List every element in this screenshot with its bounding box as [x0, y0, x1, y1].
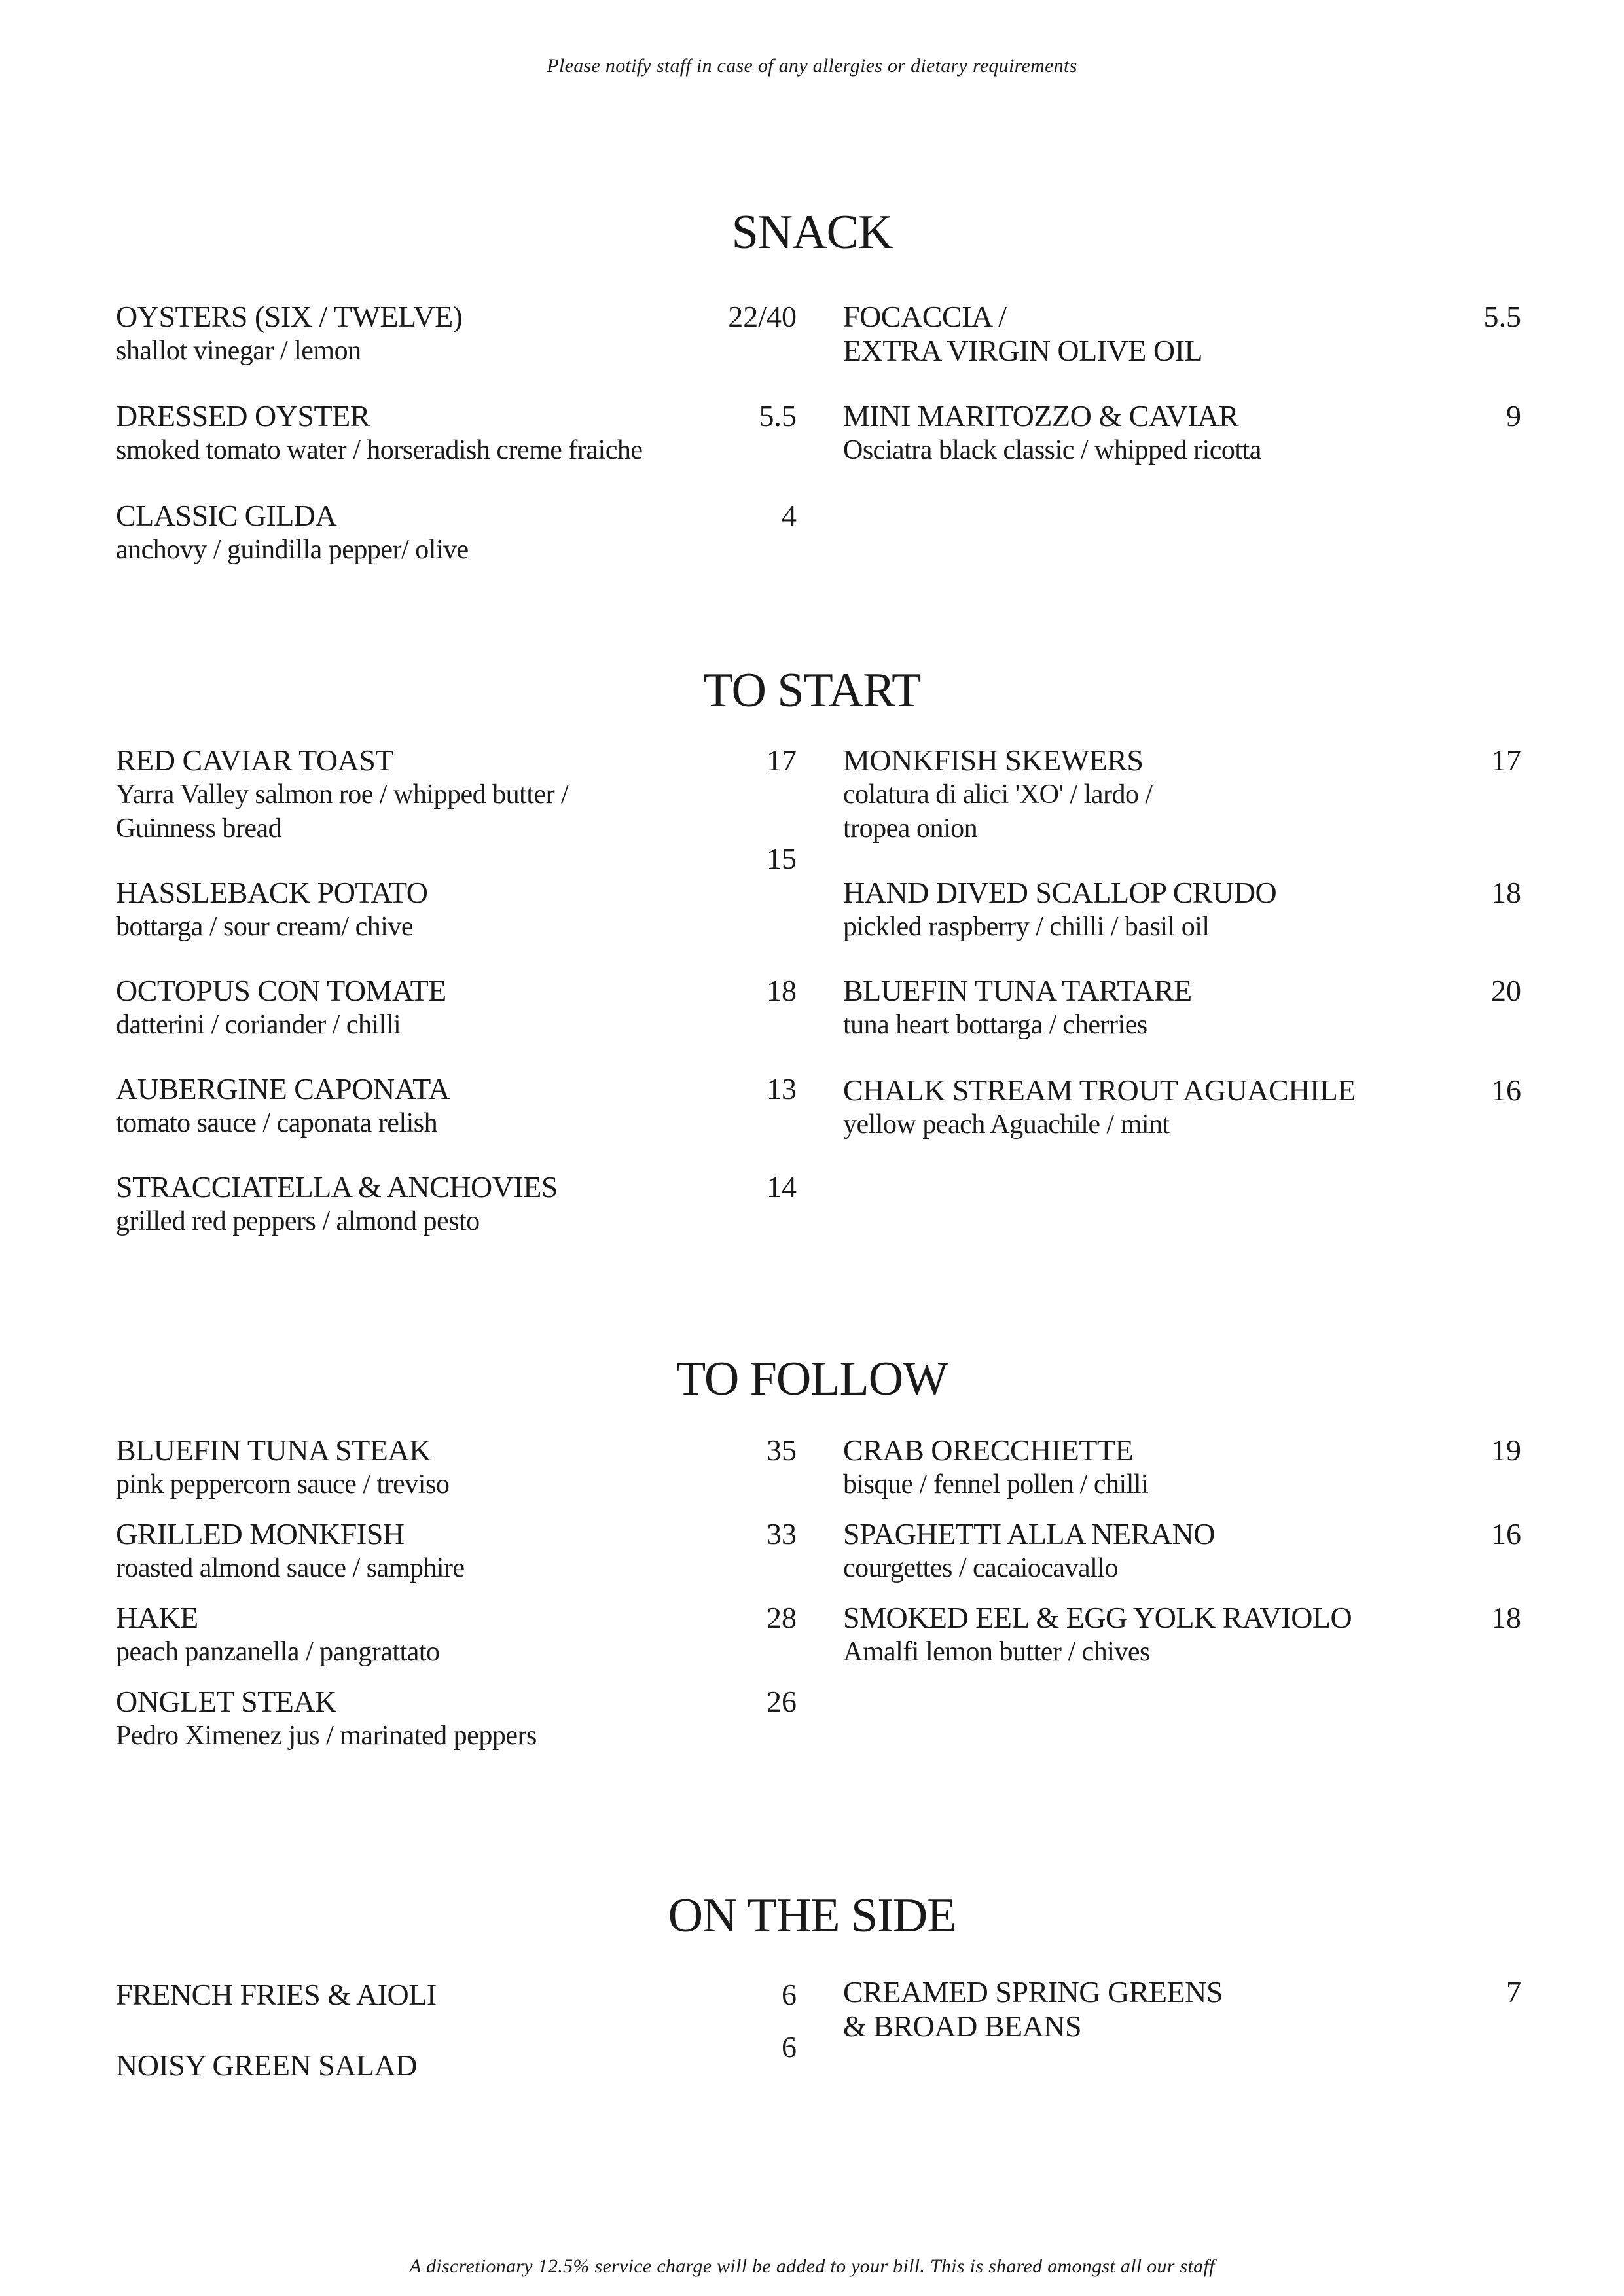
- menu-item-grilled-monkfish: [116, 1517, 797, 1585]
- menu-item-red-caviar-toast: [116, 744, 797, 846]
- item-name: HAKE: [116, 1601, 198, 1634]
- service-charge-notice: A discretionary 12.5% service charge will be added to your bill. This is shared amongst all our staff: [409, 2255, 1215, 2277]
- item-price: 16: [1491, 1073, 1521, 1107]
- to-start-heading: TO START: [703, 664, 921, 717]
- menu-item-octopus: [116, 974, 797, 1042]
- item-name-line2: EXTRA VIRGIN OLIVE OIL: [843, 334, 1203, 367]
- menu-item-dressed-oyster: [116, 399, 797, 467]
- item-price: 35: [767, 1433, 797, 1467]
- menu-item-spaghetti-nerano: [843, 1517, 1521, 1585]
- item-description: colatura di alici 'XO' / lardo /: [843, 780, 1153, 810]
- item-name: STRACCIATELLA & ANCHOVIES: [116, 1170, 558, 1204]
- on-the-side-heading: ON THE SIDE: [668, 1889, 956, 1943]
- item-name: FOCACCIA /: [843, 300, 1007, 333]
- item-price: 6: [782, 1978, 797, 2011]
- item-name: DRESSED OYSTER: [116, 399, 370, 433]
- item-name: CREAMED SPRING GREENS: [843, 1975, 1223, 2009]
- menu-item-classic-gilda: [116, 499, 797, 567]
- item-description: yellow peach Aguachile / mint: [843, 1109, 1170, 1139]
- item-name: CRAB ORECCHIETTE: [843, 1433, 1134, 1467]
- menu-item-onglet-steak: [116, 1685, 797, 1753]
- menu-item-french-fries: [116, 1978, 797, 2012]
- item-price: 18: [1491, 1601, 1521, 1634]
- item-price: 17: [1491, 744, 1521, 777]
- item-name: OYSTERS (SIX / TWELVE): [116, 300, 463, 333]
- item-price: 7: [1506, 1975, 1521, 2009]
- item-price: 18: [767, 974, 797, 1007]
- item-name: OCTOPUS CON TOMATE: [116, 974, 446, 1007]
- menu-item-bluefin-tuna-steak: [116, 1433, 797, 1501]
- to-follow-heading: TO FOLLOW: [676, 1352, 948, 1406]
- menu-item-mini-maritozzo: [843, 399, 1521, 467]
- item-description-line2: Guinness bread: [116, 814, 282, 844]
- item-name: MONKFISH SKEWERS: [843, 744, 1144, 777]
- menu-item-aubergine-caponata: [116, 1072, 797, 1140]
- item-description: pink peppercorn sauce / treviso: [116, 1469, 450, 1499]
- menu-item-scallop-crudo: [843, 876, 1521, 944]
- item-price: 17: [767, 744, 797, 777]
- green-salad-price: 6: [782, 2030, 797, 2064]
- item-description-line2: tropea onion: [843, 814, 978, 844]
- menu-item-focaccia: [843, 300, 1521, 368]
- item-price: 4: [782, 499, 797, 532]
- hassleback-price: 15: [767, 842, 797, 875]
- item-name: BLUEFIN TUNA TARTARE: [843, 974, 1192, 1007]
- item-name-line2: & BROAD BEANS: [843, 2009, 1082, 2043]
- item-price: 5.5: [759, 399, 797, 433]
- item-price: 20: [1491, 974, 1521, 1007]
- item-name: BLUEFIN TUNA STEAK: [116, 1433, 431, 1467]
- menu-item-noisy-green-salad: [116, 2049, 797, 2083]
- item-description: bottarga / sour cream/ chive: [116, 912, 414, 942]
- item-name: SMOKED EEL & EGG YOLK RAVIOLO: [843, 1601, 1352, 1634]
- item-description: anchovy / guindilla pepper/ olive: [116, 535, 469, 565]
- item-description: peach panzanella / pangrattato: [116, 1637, 440, 1667]
- item-price: 9: [1506, 399, 1521, 433]
- menu-item-hassleback-potato: [116, 876, 797, 944]
- item-description: bisque / fennel pollen / chilli: [843, 1469, 1149, 1499]
- item-description: shallot vinegar / lemon: [116, 336, 361, 366]
- menu-item-monkfish-skewers: [843, 744, 1521, 846]
- menu-item-bluefin-tuna-tartare: [843, 974, 1521, 1042]
- item-price: 28: [767, 1601, 797, 1634]
- item-description: tuna heart bottarga / cherries: [843, 1010, 1147, 1040]
- menu-item-stracciatella: [116, 1170, 797, 1238]
- item-price: 33: [767, 1517, 797, 1551]
- item-price: 14: [767, 1170, 797, 1204]
- menu-item-trout-aguachile: [843, 1073, 1521, 1141]
- item-description: smoked tomato water / horseradish creme fraiche: [116, 435, 643, 465]
- item-description: tomato sauce / caponata relish: [116, 1108, 438, 1138]
- item-description: Osciatra black classic / whipped ricotta: [843, 435, 1261, 465]
- item-price: 16: [1491, 1517, 1521, 1551]
- item-description: roasted almond sauce / samphire: [116, 1553, 465, 1583]
- item-name: RED CAVIAR TOAST: [116, 744, 393, 777]
- item-price: 19: [1491, 1433, 1521, 1467]
- item-price: 22/40: [728, 300, 797, 333]
- item-name: SPAGHETTI ALLA NERANO: [843, 1517, 1215, 1551]
- item-description: Yarra Valley salmon roe / whipped butter /: [116, 780, 569, 810]
- allergy-notice: Please notify staff in case of any allergies or dietary requirements: [547, 55, 1077, 77]
- menu-item-oysters: [116, 300, 797, 368]
- item-name: HAND DIVED SCALLOP CRUDO: [843, 876, 1277, 909]
- item-price: 13: [767, 1072, 797, 1105]
- item-price: 26: [767, 1685, 797, 1718]
- item-name: CLASSIC GILDA: [116, 499, 337, 532]
- menu-item-hake: [116, 1601, 797, 1669]
- item-name: GRILLED MONKFISH: [116, 1517, 405, 1551]
- item-name: CHALK STREAM TROUT AGUACHILE: [843, 1073, 1356, 1107]
- item-price: 18: [1491, 876, 1521, 909]
- menu-item-crab-orecchiette: [843, 1433, 1521, 1501]
- item-description: Amalfi lemon butter / chives: [843, 1637, 1150, 1667]
- item-description: Pedro Ximenez jus / marinated peppers: [116, 1721, 537, 1751]
- item-description: courgettes / cacaiocavallo: [843, 1553, 1119, 1583]
- item-description: pickled raspberry / chilli / basil oil: [843, 912, 1210, 942]
- menu-item-smoked-eel-raviolo: [843, 1601, 1521, 1669]
- item-description: datterini / coriander / chilli: [116, 1010, 401, 1040]
- item-name: MINI MARITOZZO & CAVIAR: [843, 399, 1238, 433]
- item-name: ONGLET STEAK: [116, 1685, 336, 1718]
- item-name: FRENCH FRIES & AIOLI: [116, 1978, 437, 2011]
- item-name: HASSLEBACK POTATO: [116, 876, 428, 909]
- menu-item-creamed-spring-greens: [843, 1975, 1521, 2043]
- item-description: grilled red peppers / almond pesto: [116, 1206, 480, 1236]
- snack-heading: SNACK: [731, 206, 893, 259]
- item-name: AUBERGINE CAPONATA: [116, 1072, 450, 1105]
- item-name: NOISY GREEN SALAD: [116, 2049, 418, 2082]
- item-price: 5.5: [1483, 300, 1521, 333]
